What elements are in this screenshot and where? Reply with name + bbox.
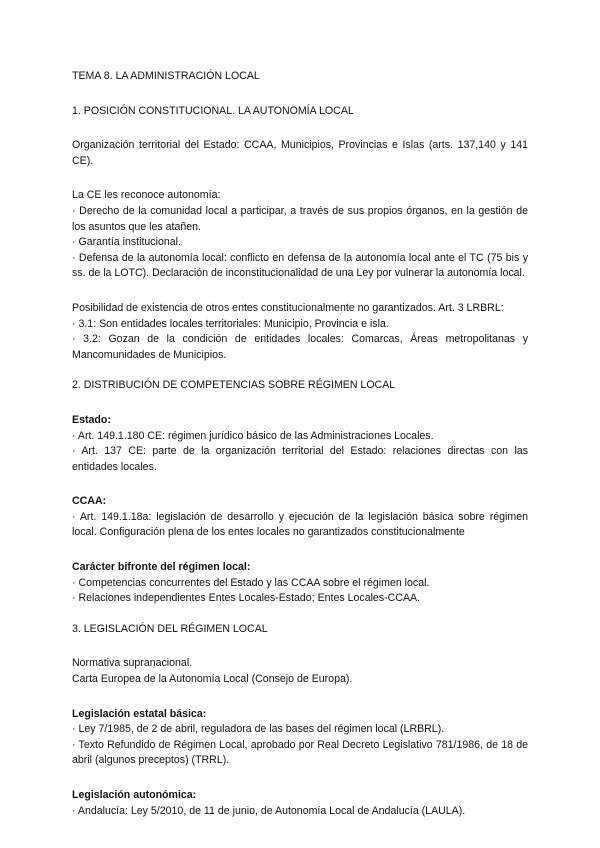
list-item: · Ley 7/1985, de 2 de abril, reguladora de las bases del régimen local (LRBRL). <box>72 723 445 736</box>
list-item: · Defensa de la autonomía local: conflicto en defensa de la autonomía local ante el TC (75 bis y ss. de la LOTC). Declaración de inconstitucionalidad de una Ley por vulnerar la autonomía local. <box>72 251 528 280</box>
estatal-label: Legislación estatal básica: <box>72 707 207 720</box>
list-item: · Art. 137 CE: parte de la organización territorial del Estado: relaciones directas con las entidades locales. <box>72 445 528 473</box>
estado-label: Estado: <box>72 413 111 426</box>
list-item: · Garantía institucional. <box>72 236 181 249</box>
s1-autonomia-intro: La CE les reconoce autonomía: <box>72 189 221 202</box>
list-item: · Texto Refundido de Régimen Local, aprobado por Real Decreto Legislativo 781/1986, de 18 de abril (algunos preceptos) (TRRL). <box>72 738 528 767</box>
autonomica-label: Legislación autonómica: <box>72 789 197 801</box>
supranacional-line: Carta Europea de la Autonomía Local (Consejo de Europa). <box>72 673 353 686</box>
section-3-heading: 3. LEGISLACIÓN DEL RÉGIMEN LOCAL <box>72 622 268 635</box>
section-2-heading: 2. DISTRIBUCIÓN DE COMPETENCIAS SOBRE RÉGIMEN LOCAL <box>72 379 396 392</box>
list-item: · Art. 149.1.18a: legislación de desarrollo y ejecución de la legislación básica sobre régimen local. Configuración plena de los entes locales no garantizados constitucionalmente <box>72 510 528 539</box>
list-item: · Competencias concurrentes del Estado y las CCAA sobre el régimen local. <box>72 576 430 589</box>
list-item: · Derecho de la comunidad local a participar, a través de sus propios órganos, en la gestión de los asuntos que les atañen. <box>72 204 528 233</box>
list-item: · 3.1: Son entidades locales territoriales: Municipio, Provincia e isla. <box>72 317 389 330</box>
list-item: · Relaciones independientes Entes Locales-Estado; Entes Locales-CCAA. <box>72 592 421 605</box>
s1-paragraph-territorial: Organización territorial del Estado: CCAA, Municipios, Provincias e Islas (arts. 137,140 y 141 CE). <box>72 139 528 167</box>
list-item: · 3.2: Gozan de la condición de entidades locales: Comarcas, Áreas metropolitanas y Mancomunidades de Municipios. <box>72 333 528 361</box>
section-1-heading: 1. POSICIÓN CONSTITUCIONAL. LA AUTONOMÍA LOCAL <box>72 104 354 117</box>
list-item: · Art. 149.1.180 CE: régimen jurídico básico de las Administraciones Locales. <box>72 429 434 442</box>
ccaa-label: CCAA: <box>72 495 107 508</box>
supranacional-line: Normativa supranacional. <box>72 657 193 670</box>
s1-otros-entes-intro: Posibilidad de existencia de otros entes constitucionalmente no garantizados. Art. 3 LRBRL: <box>72 301 504 314</box>
list-item: · Andalucía: Ley 5/2010, de 11 de junio, de Autonomía Local de Andalucía (LAULA). <box>72 804 466 817</box>
bifronte-label: Carácter bifronte del régimen local: <box>72 561 251 574</box>
doc-title: TEMA 8. LA ADMINISTRACIÓN LOCAL <box>72 70 260 82</box>
document-page <box>72 69 528 819</box>
